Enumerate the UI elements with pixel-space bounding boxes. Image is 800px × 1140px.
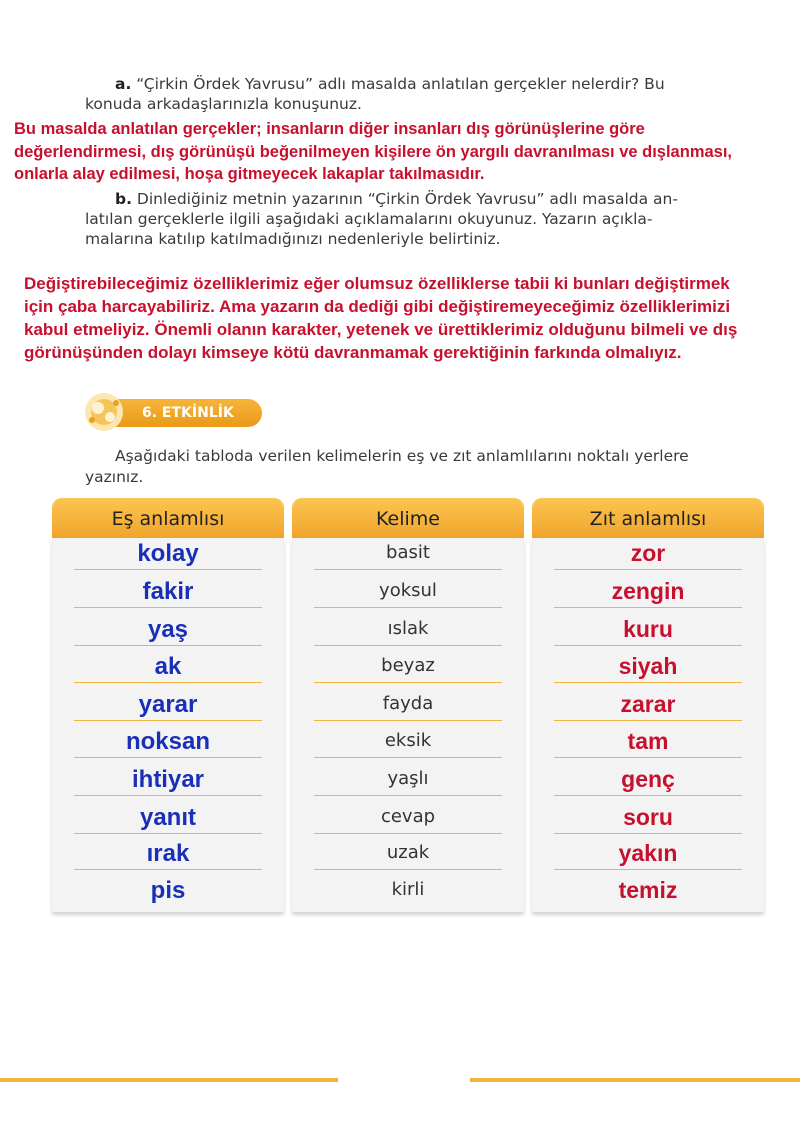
question-b bbox=[85, 189, 735, 249]
table-row bbox=[52, 875, 284, 913]
dotted-line bbox=[554, 833, 742, 835]
dotted-line bbox=[74, 607, 262, 609]
table-row bbox=[292, 802, 524, 840]
footer-rule-right bbox=[470, 1078, 800, 1082]
synonym-header: Eş anlamlısı bbox=[52, 498, 284, 538]
dotted-line bbox=[314, 869, 502, 871]
answer-b-line3: kabul etmeliyiz. Önemli olanın karakter, yetenek ve ürettiklerimiz olduğunu bilmeli ve dış bbox=[24, 320, 738, 339]
antonym-word: yakın bbox=[618, 840, 678, 866]
answer-b bbox=[24, 272, 794, 364]
base-word: ıslak bbox=[387, 618, 429, 639]
dotted-line bbox=[554, 869, 742, 871]
table-row bbox=[52, 576, 284, 614]
question-a bbox=[85, 74, 735, 114]
antonym-column bbox=[532, 498, 764, 916]
base-word: yoksul bbox=[379, 580, 437, 601]
dotted-line bbox=[554, 607, 742, 609]
word-body bbox=[292, 538, 524, 912]
synonym-word: ırak bbox=[146, 840, 190, 867]
question-a-line1: “Çirkin Ördek Yavrusu” adlı masalda anlatılan gerçekler nelerdir? Bu bbox=[136, 75, 665, 93]
synonym-word: pis bbox=[150, 877, 186, 904]
table-row bbox=[292, 764, 524, 802]
table-row bbox=[52, 764, 284, 802]
table-row bbox=[532, 576, 764, 614]
table-row bbox=[52, 838, 284, 876]
antonym-header: Zıt anlamlısı bbox=[532, 498, 764, 538]
answer-b-line1: Değiştirebileceğimiz özelliklerimiz eğer olumsuz özelliklerse tabii ki bunları değiştirmek bbox=[24, 274, 730, 293]
word-column bbox=[292, 498, 524, 916]
table-row bbox=[292, 838, 524, 876]
table-row bbox=[532, 802, 764, 840]
dotted-line bbox=[314, 607, 502, 609]
dotted-line bbox=[74, 645, 262, 647]
question-b-label: b. bbox=[115, 190, 132, 208]
antonym-word: zarar bbox=[620, 691, 676, 717]
dotted-line bbox=[74, 720, 262, 722]
antonym-word: kuru bbox=[623, 616, 673, 642]
dotted-line bbox=[314, 645, 502, 647]
synonym-word: ak bbox=[154, 653, 182, 680]
base-word: kirli bbox=[391, 879, 425, 900]
footer-rule-left bbox=[0, 1078, 338, 1082]
synonym-word: yaş bbox=[147, 616, 189, 643]
question-b-line2: latılan gerçeklerle ilgili aşağıdaki açıklamalarını okuyunuz. Yazarın açıkla- bbox=[85, 210, 653, 228]
synonym-body bbox=[52, 538, 284, 912]
answer-a bbox=[14, 118, 794, 186]
activity-title: 6. ETKİNLİK bbox=[112, 399, 262, 427]
table-row bbox=[292, 689, 524, 727]
antonym-word: siyah bbox=[618, 653, 678, 679]
antonym-word: genç bbox=[621, 766, 675, 792]
answer-a-line2: değerlendirmesi, dış görünüşü beğenilmeyen kişilere ön yargılı davranılması ve dışlanması, bbox=[14, 142, 733, 161]
table-row bbox=[532, 689, 764, 727]
table-row bbox=[292, 875, 524, 913]
table-row bbox=[532, 838, 764, 876]
question-a-line2: konuda arkadaşlarınızla konuşunuz. bbox=[85, 95, 362, 113]
answer-b-line4: görünüşünden dolayı kimseye kötü davranmamak gerektiğinin farkında olmalıyız. bbox=[24, 343, 682, 362]
dotted-line bbox=[74, 569, 262, 571]
base-word: basit bbox=[386, 542, 430, 563]
table-row bbox=[52, 651, 284, 689]
base-word: yaşlı bbox=[387, 768, 429, 789]
table-row bbox=[292, 651, 524, 689]
synonym-column bbox=[52, 498, 284, 916]
table-row bbox=[52, 614, 284, 652]
answer-b-line2: için çaba harcayabiliriz. Ama yazarın da dediği gibi değiştiremeyeceğimiz özelliklerimizi bbox=[24, 297, 731, 316]
synonym-word: fakir bbox=[142, 578, 194, 605]
answer-a-line3: onlarla alay edilmesi, hoşa gitmeyecek lakaplar takılmasıdır. bbox=[14, 165, 485, 183]
dotted-line bbox=[314, 833, 502, 835]
table-row bbox=[52, 726, 284, 764]
dotted-line bbox=[314, 569, 502, 571]
answer-a-line1: Bu masalda anlatılan gerçekler; insanların diğer insanları dış görünüşlerine göre bbox=[14, 120, 645, 138]
base-word: uzak bbox=[386, 842, 430, 863]
dotted-line bbox=[74, 757, 262, 759]
dotted-line bbox=[554, 757, 742, 759]
dotted-line bbox=[314, 682, 502, 684]
table-row bbox=[292, 538, 524, 576]
synonym-word: ihtiyar bbox=[131, 766, 205, 793]
table-row bbox=[532, 651, 764, 689]
question-a-label: a. bbox=[115, 75, 132, 93]
question-b-line1: Dinlediğiniz metnin yazarının “Çirkin Ördek Yavrusu” adlı masalda an- bbox=[136, 190, 678, 208]
table-row bbox=[52, 802, 284, 840]
table-row bbox=[292, 614, 524, 652]
sparkle-flower-icon bbox=[78, 390, 136, 434]
base-word: beyaz bbox=[381, 655, 435, 676]
synonym-word: yarar bbox=[138, 691, 198, 718]
dotted-line bbox=[554, 682, 742, 684]
table-row bbox=[52, 689, 284, 727]
instruction-text: Aşağıdaki tabloda verilen kelimelerin eş ve zıt anlamlılarını noktalı yerlere yazınız. bbox=[85, 447, 689, 486]
dotted-line bbox=[314, 757, 502, 759]
table-row bbox=[52, 538, 284, 576]
dotted-line bbox=[314, 795, 502, 797]
table-row bbox=[532, 538, 764, 576]
dotted-line bbox=[554, 645, 742, 647]
table-row bbox=[532, 726, 764, 764]
synonym-word: yanıt bbox=[139, 804, 196, 831]
dotted-line bbox=[74, 795, 262, 797]
dotted-line bbox=[314, 720, 502, 722]
dotted-line bbox=[74, 869, 262, 871]
antonym-word: zengin bbox=[611, 578, 685, 604]
table-row bbox=[532, 875, 764, 913]
synonym-word: noksan bbox=[125, 728, 211, 755]
antonym-word: soru bbox=[623, 804, 673, 830]
word-header: Kelime bbox=[292, 498, 524, 538]
question-b-line3: malarına katılıp katılmadığınızı nedenleriyle belirtiniz. bbox=[85, 230, 501, 248]
synonym-word: kolay bbox=[137, 540, 199, 567]
dotted-line bbox=[554, 720, 742, 722]
base-word: eksik bbox=[384, 730, 432, 751]
base-word: cevap bbox=[380, 806, 436, 827]
antonym-word: zor bbox=[630, 540, 666, 566]
antonym-word: tam bbox=[627, 728, 669, 754]
antonym-word: temiz bbox=[618, 877, 678, 903]
activity-badge bbox=[78, 390, 268, 434]
dotted-line bbox=[74, 833, 262, 835]
dotted-line bbox=[554, 569, 742, 571]
table-row bbox=[292, 726, 524, 764]
dotted-line bbox=[74, 682, 262, 684]
table-row bbox=[292, 576, 524, 614]
base-word: fayda bbox=[382, 693, 434, 714]
dotted-line bbox=[554, 795, 742, 797]
antonym-body bbox=[532, 538, 764, 912]
table-row bbox=[532, 764, 764, 802]
table-row bbox=[532, 614, 764, 652]
